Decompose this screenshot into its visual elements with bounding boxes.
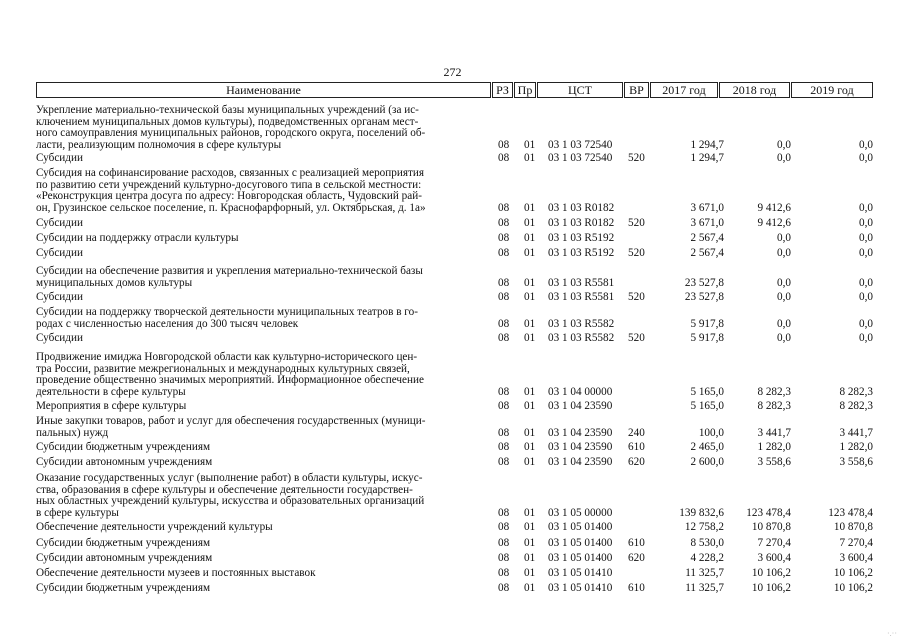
- table-row: [36, 583, 873, 595]
- row-2017: 1 294,7: [690, 151, 724, 164]
- row-pr: 01: [524, 581, 536, 594]
- row-name: Укрепление материально-технической базы муниципальных учреждений (за ис- ключением муниципальных домов культуры), подведомственных органам мест- ного самоуправления муниципальных районов, городского округа, поселений об- ласти, реализующим полномочия в сфере культуры: [36, 104, 426, 151]
- row-name: Субсидии автономным учреждениям: [36, 551, 213, 564]
- row-name: Субсидии бюджетным учреждениям: [36, 440, 211, 453]
- row-name: Субсидия на софинансирование расходов, связанных с реализацией мероприятия по развитию сети учреждений культурно-досугового типа в сельской местности: «Реконструкция центра досуга по адресу: Новгородская область, Чудовский рай- он, Грузинское сельское поселение, п. Краснофарфорный, ул. Октябрьская, д. 1а»: [36, 167, 426, 214]
- row-rz: 08: [498, 290, 510, 303]
- row-pr: 01: [524, 317, 536, 330]
- row-rz: 08: [498, 317, 510, 330]
- row-name: Субсидии на обеспечение развития и укрепления материально-технической базы муниципальных домов культуры: [36, 265, 423, 289]
- table-header: [36, 82, 873, 98]
- table-row: [36, 233, 873, 245]
- row-rz: 08: [498, 138, 510, 151]
- row-2017: 3 671,0: [690, 201, 724, 214]
- row-vr: 610: [628, 536, 645, 549]
- row-name: Обеспечение деятельности учреждений культуры: [36, 520, 273, 533]
- row-cst: 03 1 05 01400: [548, 551, 613, 564]
- row-2017: 8 530,0: [690, 536, 724, 549]
- header-2017: 2017 год: [650, 82, 718, 98]
- table-row: [36, 333, 873, 345]
- row-name: Субсидии: [36, 290, 83, 303]
- table-row: [36, 553, 873, 565]
- row-2017: 3 671,0: [690, 216, 724, 229]
- row-2017: 12 758,2: [684, 520, 724, 533]
- row-2019: 8 282,3: [839, 399, 873, 412]
- row-vr: 520: [628, 290, 645, 303]
- row-name: Оказание государственных услуг (выполнение работ) в области культуры, искус- ства, образования в сфере культуры и обеспечение деятельности государствен- ных областных учреждений культуры, искусства и образовательных организаций в сфере культуры: [36, 472, 425, 519]
- row-2018: 8 282,3: [757, 399, 791, 412]
- header-2018: 2018 год: [719, 82, 790, 98]
- row-2019: 0,0: [859, 138, 873, 151]
- table-row: [36, 568, 873, 580]
- row-pr: 01: [524, 276, 536, 289]
- row-2018: 7 270,4: [757, 536, 791, 549]
- row-2019: 3 441,7: [839, 426, 873, 439]
- row-name: Обеспечение деятельности музеев и постоянных выставок: [36, 566, 316, 579]
- table-row: [36, 248, 873, 260]
- table-row: [36, 292, 873, 304]
- row-2019: 0,0: [859, 276, 873, 289]
- row-rz: 08: [498, 520, 510, 533]
- row-cst: 03 1 03 72540: [548, 138, 613, 151]
- header-2019: 2019 год: [791, 82, 873, 98]
- row-rz: 08: [498, 440, 510, 453]
- row-2017: 5 165,0: [690, 399, 724, 412]
- table-row: [36, 401, 873, 413]
- row-cst: 03 1 03 R5582: [548, 331, 615, 344]
- row-name: Субсидии бюджетным учреждениям: [36, 581, 211, 594]
- scan-mark: ·.··: [887, 629, 897, 638]
- row-cst: 03 1 03 R0182: [548, 216, 615, 229]
- row-cst: 03 1 04 23590: [548, 440, 613, 453]
- row-cst: 03 1 03 R5582: [548, 317, 615, 330]
- row-cst: 03 1 03 72540: [548, 151, 613, 164]
- row-rz: 08: [498, 231, 510, 244]
- row-rz: 08: [498, 551, 510, 564]
- row-rz: 08: [498, 216, 510, 229]
- row-2018: 0,0: [777, 231, 791, 244]
- row-cst: 03 1 05 00000: [548, 506, 613, 519]
- row-2019: 10 106,2: [833, 566, 873, 579]
- row-2019: 0,0: [859, 151, 873, 164]
- table-row: [36, 473, 873, 519]
- row-pr: 01: [524, 151, 536, 164]
- row-pr: 01: [524, 520, 536, 533]
- row-cst: 03 1 05 01410: [548, 581, 613, 594]
- row-rz: 08: [498, 506, 510, 519]
- row-2018: 3 558,6: [757, 455, 791, 468]
- row-cst: 03 1 03 R5581: [548, 276, 615, 289]
- row-cst: 03 1 03 R5192: [548, 231, 615, 244]
- row-cst: 03 1 05 01400: [548, 520, 613, 533]
- row-2017: 2 465,0: [690, 440, 724, 453]
- row-cst: 03 1 05 01410: [548, 566, 613, 579]
- row-pr: 01: [524, 551, 536, 564]
- row-2018: 1 282,0: [757, 440, 791, 453]
- row-pr: 01: [524, 290, 536, 303]
- row-2019: 0,0: [859, 317, 873, 330]
- row-2019: 0,0: [859, 201, 873, 214]
- row-cst: 03 1 03 R5192: [548, 246, 615, 259]
- row-2018: 0,0: [777, 151, 791, 164]
- table-row: [36, 538, 873, 550]
- page-number: 272: [443, 65, 462, 79]
- row-name: Иные закупки товаров, работ и услуг для обеспечения государственных (муници- пальных) нужд: [36, 415, 426, 439]
- row-name: Субсидии бюджетным учреждениям: [36, 536, 211, 549]
- header-vr: ВР: [624, 82, 649, 98]
- table-row: [36, 442, 873, 454]
- row-2019: 8 282,3: [839, 385, 873, 398]
- row-rz: 08: [498, 581, 510, 594]
- row-2017: 139 832,6: [679, 506, 724, 519]
- row-pr: 01: [524, 426, 536, 439]
- row-name: Продвижение имиджа Новгородской области как культурно-исторического цен- тра России, развитие межрегиональных и международных культурных связей, проведение общественно значимых мероприятий. Информационное обеспечение деятельности в сфере культуры: [36, 351, 424, 398]
- row-pr: 01: [524, 138, 536, 151]
- row-rz: 08: [498, 201, 510, 214]
- row-pr: 01: [524, 385, 536, 398]
- row-vr: 240: [628, 426, 645, 439]
- row-cst: 03 1 04 23590: [548, 455, 613, 468]
- row-2019: 7 270,4: [839, 536, 873, 549]
- row-rz: 08: [498, 385, 510, 398]
- row-pr: 01: [524, 201, 536, 214]
- table-row: [36, 307, 873, 330]
- row-2017: 23 527,8: [684, 276, 724, 289]
- table-row: [36, 218, 873, 230]
- row-2018: 0,0: [777, 276, 791, 289]
- header-pr: Пр: [514, 82, 536, 98]
- table-row: [36, 105, 873, 151]
- row-rz: 08: [498, 426, 510, 439]
- row-2019: 0,0: [859, 231, 873, 244]
- row-2018: 9 412,6: [757, 201, 791, 214]
- row-pr: 01: [524, 331, 536, 344]
- row-2018: 8 282,3: [757, 385, 791, 398]
- row-2018: 10 106,2: [751, 581, 791, 594]
- row-2018: 10 106,2: [751, 566, 791, 579]
- table-row: [36, 416, 873, 439]
- row-2018: 0,0: [777, 317, 791, 330]
- row-pr: 01: [524, 536, 536, 549]
- row-cst: 03 1 03 R5581: [548, 290, 615, 303]
- row-pr: 01: [524, 566, 536, 579]
- row-vr: 620: [628, 551, 645, 564]
- row-vr: 620: [628, 455, 645, 468]
- row-2019: 0,0: [859, 290, 873, 303]
- row-2017: 4 228,2: [690, 551, 724, 564]
- row-2018: 3 600,4: [757, 551, 791, 564]
- row-rz: 08: [498, 246, 510, 259]
- row-cst: 03 1 04 23590: [548, 399, 613, 412]
- row-2017: 100,0: [698, 426, 724, 439]
- row-vr: 520: [628, 246, 645, 259]
- row-2017: 23 527,8: [684, 290, 724, 303]
- row-2018: 9 412,6: [757, 216, 791, 229]
- row-vr: 610: [628, 581, 645, 594]
- row-2019: 1 282,0: [839, 440, 873, 453]
- row-2017: 11 325,7: [685, 566, 724, 579]
- table-row: [36, 457, 873, 469]
- row-2019: 123 478,4: [828, 506, 873, 519]
- header-rz: РЗ: [492, 82, 513, 98]
- row-2018: 123 478,4: [746, 506, 791, 519]
- row-2017: 2 567,4: [690, 231, 724, 244]
- row-cst: 03 1 03 R0182: [548, 201, 615, 214]
- row-pr: 01: [524, 506, 536, 519]
- row-2019: 10 106,2: [833, 581, 873, 594]
- row-vr: 520: [628, 151, 645, 164]
- row-2018: 0,0: [777, 331, 791, 344]
- row-2019: 10 870,8: [833, 520, 873, 533]
- row-2018: 0,0: [777, 246, 791, 259]
- row-pr: 01: [524, 455, 536, 468]
- row-pr: 01: [524, 440, 536, 453]
- row-cst: 03 1 04 23590: [548, 426, 613, 439]
- row-rz: 08: [498, 276, 510, 289]
- table-row: [36, 153, 873, 165]
- row-vr: 610: [628, 440, 645, 453]
- row-2019: 0,0: [859, 216, 873, 229]
- row-2017: 2 567,4: [690, 246, 724, 259]
- header-cst: ЦСТ: [537, 82, 623, 98]
- row-name: Субсидии на поддержку творческой деятельности муниципальных театров в го- родах с численностью населения до 300 тысяч человек: [36, 306, 418, 330]
- row-cst: 03 1 05 01400: [548, 536, 613, 549]
- row-cst: 03 1 04 00000: [548, 385, 613, 398]
- row-name: Мероприятия в сфере культуры: [36, 399, 187, 412]
- row-2017: 5 917,8: [690, 317, 724, 330]
- row-2018: 10 870,8: [751, 520, 791, 533]
- row-2017: 5 165,0: [690, 385, 724, 398]
- row-2017: 5 917,8: [690, 331, 724, 344]
- row-name: Субсидии на поддержку отрасли культуры: [36, 231, 239, 244]
- row-pr: 01: [524, 231, 536, 244]
- row-2019: 0,0: [859, 331, 873, 344]
- row-rz: 08: [498, 399, 510, 412]
- row-2018: 3 441,7: [757, 426, 791, 439]
- row-2018: 0,0: [777, 138, 791, 151]
- row-2017: 2 600,0: [690, 455, 724, 468]
- row-rz: 08: [498, 331, 510, 344]
- row-rz: 08: [498, 566, 510, 579]
- row-name: Субсидии: [36, 246, 83, 259]
- row-rz: 08: [498, 536, 510, 549]
- row-2017: 1 294,7: [690, 138, 724, 151]
- row-2019: 3 600,4: [839, 551, 873, 564]
- row-rz: 08: [498, 151, 510, 164]
- row-pr: 01: [524, 246, 536, 259]
- row-name: Субсидии: [36, 331, 83, 344]
- row-2019: 0,0: [859, 246, 873, 259]
- table-row: [36, 352, 873, 398]
- row-rz: 08: [498, 455, 510, 468]
- row-vr: 520: [628, 216, 645, 229]
- row-pr: 01: [524, 399, 536, 412]
- table-row: [36, 266, 873, 289]
- table-row: [36, 522, 873, 534]
- row-name: Субсидии: [36, 151, 83, 164]
- row-pr: 01: [524, 216, 536, 229]
- row-name: Субсидии: [36, 216, 83, 229]
- row-2018: 0,0: [777, 290, 791, 303]
- row-name: Субсидии автономным учреждениям: [36, 455, 213, 468]
- row-vr: 520: [628, 331, 645, 344]
- row-2019: 3 558,6: [839, 455, 873, 468]
- table-row: [36, 168, 873, 214]
- row-2017: 11 325,7: [685, 581, 724, 594]
- header-name: Наименование: [36, 82, 491, 98]
